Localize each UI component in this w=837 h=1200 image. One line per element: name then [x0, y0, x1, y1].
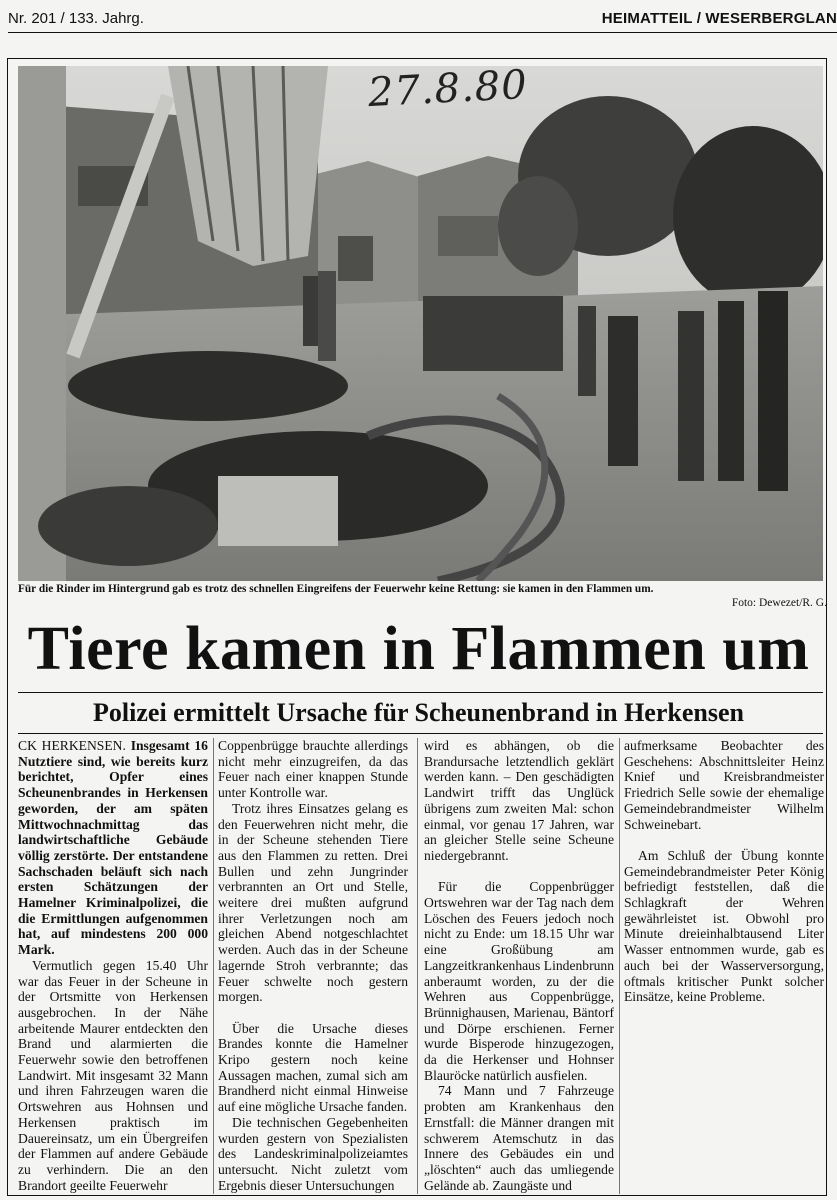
- lead-paragraph: [18, 738, 208, 958]
- subheadline: Polizei ermittelt Ursache für Scheunenbrand in Herkensen: [93, 698, 744, 727]
- column-rule: [213, 738, 214, 1194]
- column-1: [18, 738, 208, 1193]
- subheadline-rule: [18, 733, 823, 734]
- headline: Tiere kamen in Flammen um: [27, 615, 810, 683]
- masthead-rule: [8, 32, 837, 33]
- headline-rule: [18, 692, 823, 693]
- handwritten-date: 27.8.80: [366, 61, 529, 117]
- body-paragraph: 74 Mann und 7 Fahrzeuge probten am Krankenhaus den Ernstfall: die Männer drangen mit schwerem Atemschutz in das Innere des Gebäudes ein und „löschten“ auch das umliegende Gelände ab. Zaungäste und: [424, 1083, 614, 1193]
- masthead: [8, 4, 837, 30]
- section-title: HEIMATTEIL / WESERBERGLAN: [601, 10, 837, 27]
- column-rule: [619, 738, 620, 1194]
- body-paragraph-continued: aufmerksame Beobachter des Geschehens: Abschnittsleiter Heinz Knief und Kreisbrandmeister Friedrich Selle sowie der ehemalige Gemeindebrandmeister Wilhelm Schweinebart.: [624, 738, 824, 832]
- photo-caption: Für die Rinder im Hintergrund gab es trotz des schnellen Eingreifens der Feuerwehr keine Rettung: sie kamen in den Flammen um.: [18, 583, 654, 595]
- issue-number: Nr. 201 / 133. Jahrg.: [8, 10, 144, 27]
- column-2: [218, 738, 408, 1193]
- column-4: [624, 738, 824, 1005]
- body-paragraph: Vermutlich gegen 15.40 Uhr war das Feuer in der Scheune in der Ortsmitte von Herkensen ausgebrochen. In der Nähe arbeitende Maurer entdeckten den Brand und alarmierten die Feuerwehr sowie den betroffenen Landwirt. Mit insgesamt 32 Mann und ihren Fahrzeugen waren die Ortswehren aus Hohnsen und Herkensen praktisch im Dauereinsatz, um ein Übergreifen der Flammen auf andere Gebäude zu verhindern. Die an den Brandort geeilte Feuerwehr: [18, 957, 208, 1193]
- column-3: [424, 738, 614, 1193]
- body-paragraph: Für die Coppenbrügger Ortswehren war der Tag nach dem Löschen des Feuers jedoch noch nicht zu Ende: um 18.15 Uhr war eine Großübung am Langzeitkrankenhaus Lindenbrunn anberaumt worden, zu der die Wehren aus Coppenbrügge, Brünnighausen, Marienau, Bäntorf und Dörpe erschienen. Ferner wurde Bisperode hinzugezogen, da die Herkenser und Hohnser Blauröcke natürlich ausfielen.: [424, 879, 614, 1083]
- body-paragraph-continued: wird es abhängen, ob die Brandursache letztendlich geklärt werden kann. – Den geschädigten Landwirt trifft das Unglück übrigens zum zweiten Mal: schon einmal, vor genau 17 Jahren, war an gleicher Stelle seine Scheune niedergebrannt.: [424, 738, 614, 863]
- body-paragraph: Über die Ursache dieses Brandes konnte die Hamelner Kripo gestern noch keine Aussagen machen, zumal sich am Brandherd nicht einmal Hinweise auf eine mögliche Ursache fanden.: [218, 1020, 408, 1115]
- photo-credit: Foto: Dewezet/R. G.: [731, 597, 827, 609]
- body-paragraph: Am Schluß der Übung konnte Gemeindebrandmeister Peter König befriedigt feststellen, daß die Schlagkraft der Wehren gewährleistet ist. Obwohl pro Minute dreieinhalbtausend Liter Wasser entnommen wurde, gab es auch bei der Wasserversorgung, oftmals kritischer Punkt solcher Einsätze, keine Probleme.: [624, 847, 824, 1005]
- column-rule: [417, 738, 418, 1194]
- body-paragraph: Trotz ihres Einsatzes gelang es den Feuerwehren nicht mehr, die in der Scheune stehenden Tiere aus den Flammen zu retten. Drei Bullen und zehn Jungrinder verbrannten an Ort und Stelle, weitere drei mußten aufgrund ihrer Verletzungen noch am gleichen Abend notgeschlachtet werden. Auch das in der Scheune lagernde Stroh verbrannte; das Feuer schwelte noch gestern morgen.: [218, 800, 408, 1005]
- lead-text: Insgesamt 16 Nutztiere sind, wie bereits kurz berichtet, Opfer eines Scheunenbrandes in Herkensen geworden, der am späten Mittwochnachmittag das landwirtschaftliche Gebäude völlig zerstörte. Der entstandene Sachschaden beläuft sich nach ersten Schätzungen der Hamelner Kriminalpolizei, die die Ermittlungen aufgenommen hat, auf mindestens 200 000 Mark.: [18, 738, 208, 958]
- dateline: CK HERKENSEN.: [18, 738, 126, 753]
- news-photo: [18, 66, 823, 581]
- body-paragraph-continued: Coppenbrügge brauchte allerdings nicht mehr einzugreifen, da das Feuer nach einer knappen Stunde unter Kontrolle war.: [218, 738, 408, 801]
- body-paragraph: Die technischen Gegebenheiten wurden gestern von Spezialisten des Landeskriminalpolizeiamtes untersucht. Nicht zuletzt vom Ergebnis dieser Untersuchungen: [218, 1114, 408, 1193]
